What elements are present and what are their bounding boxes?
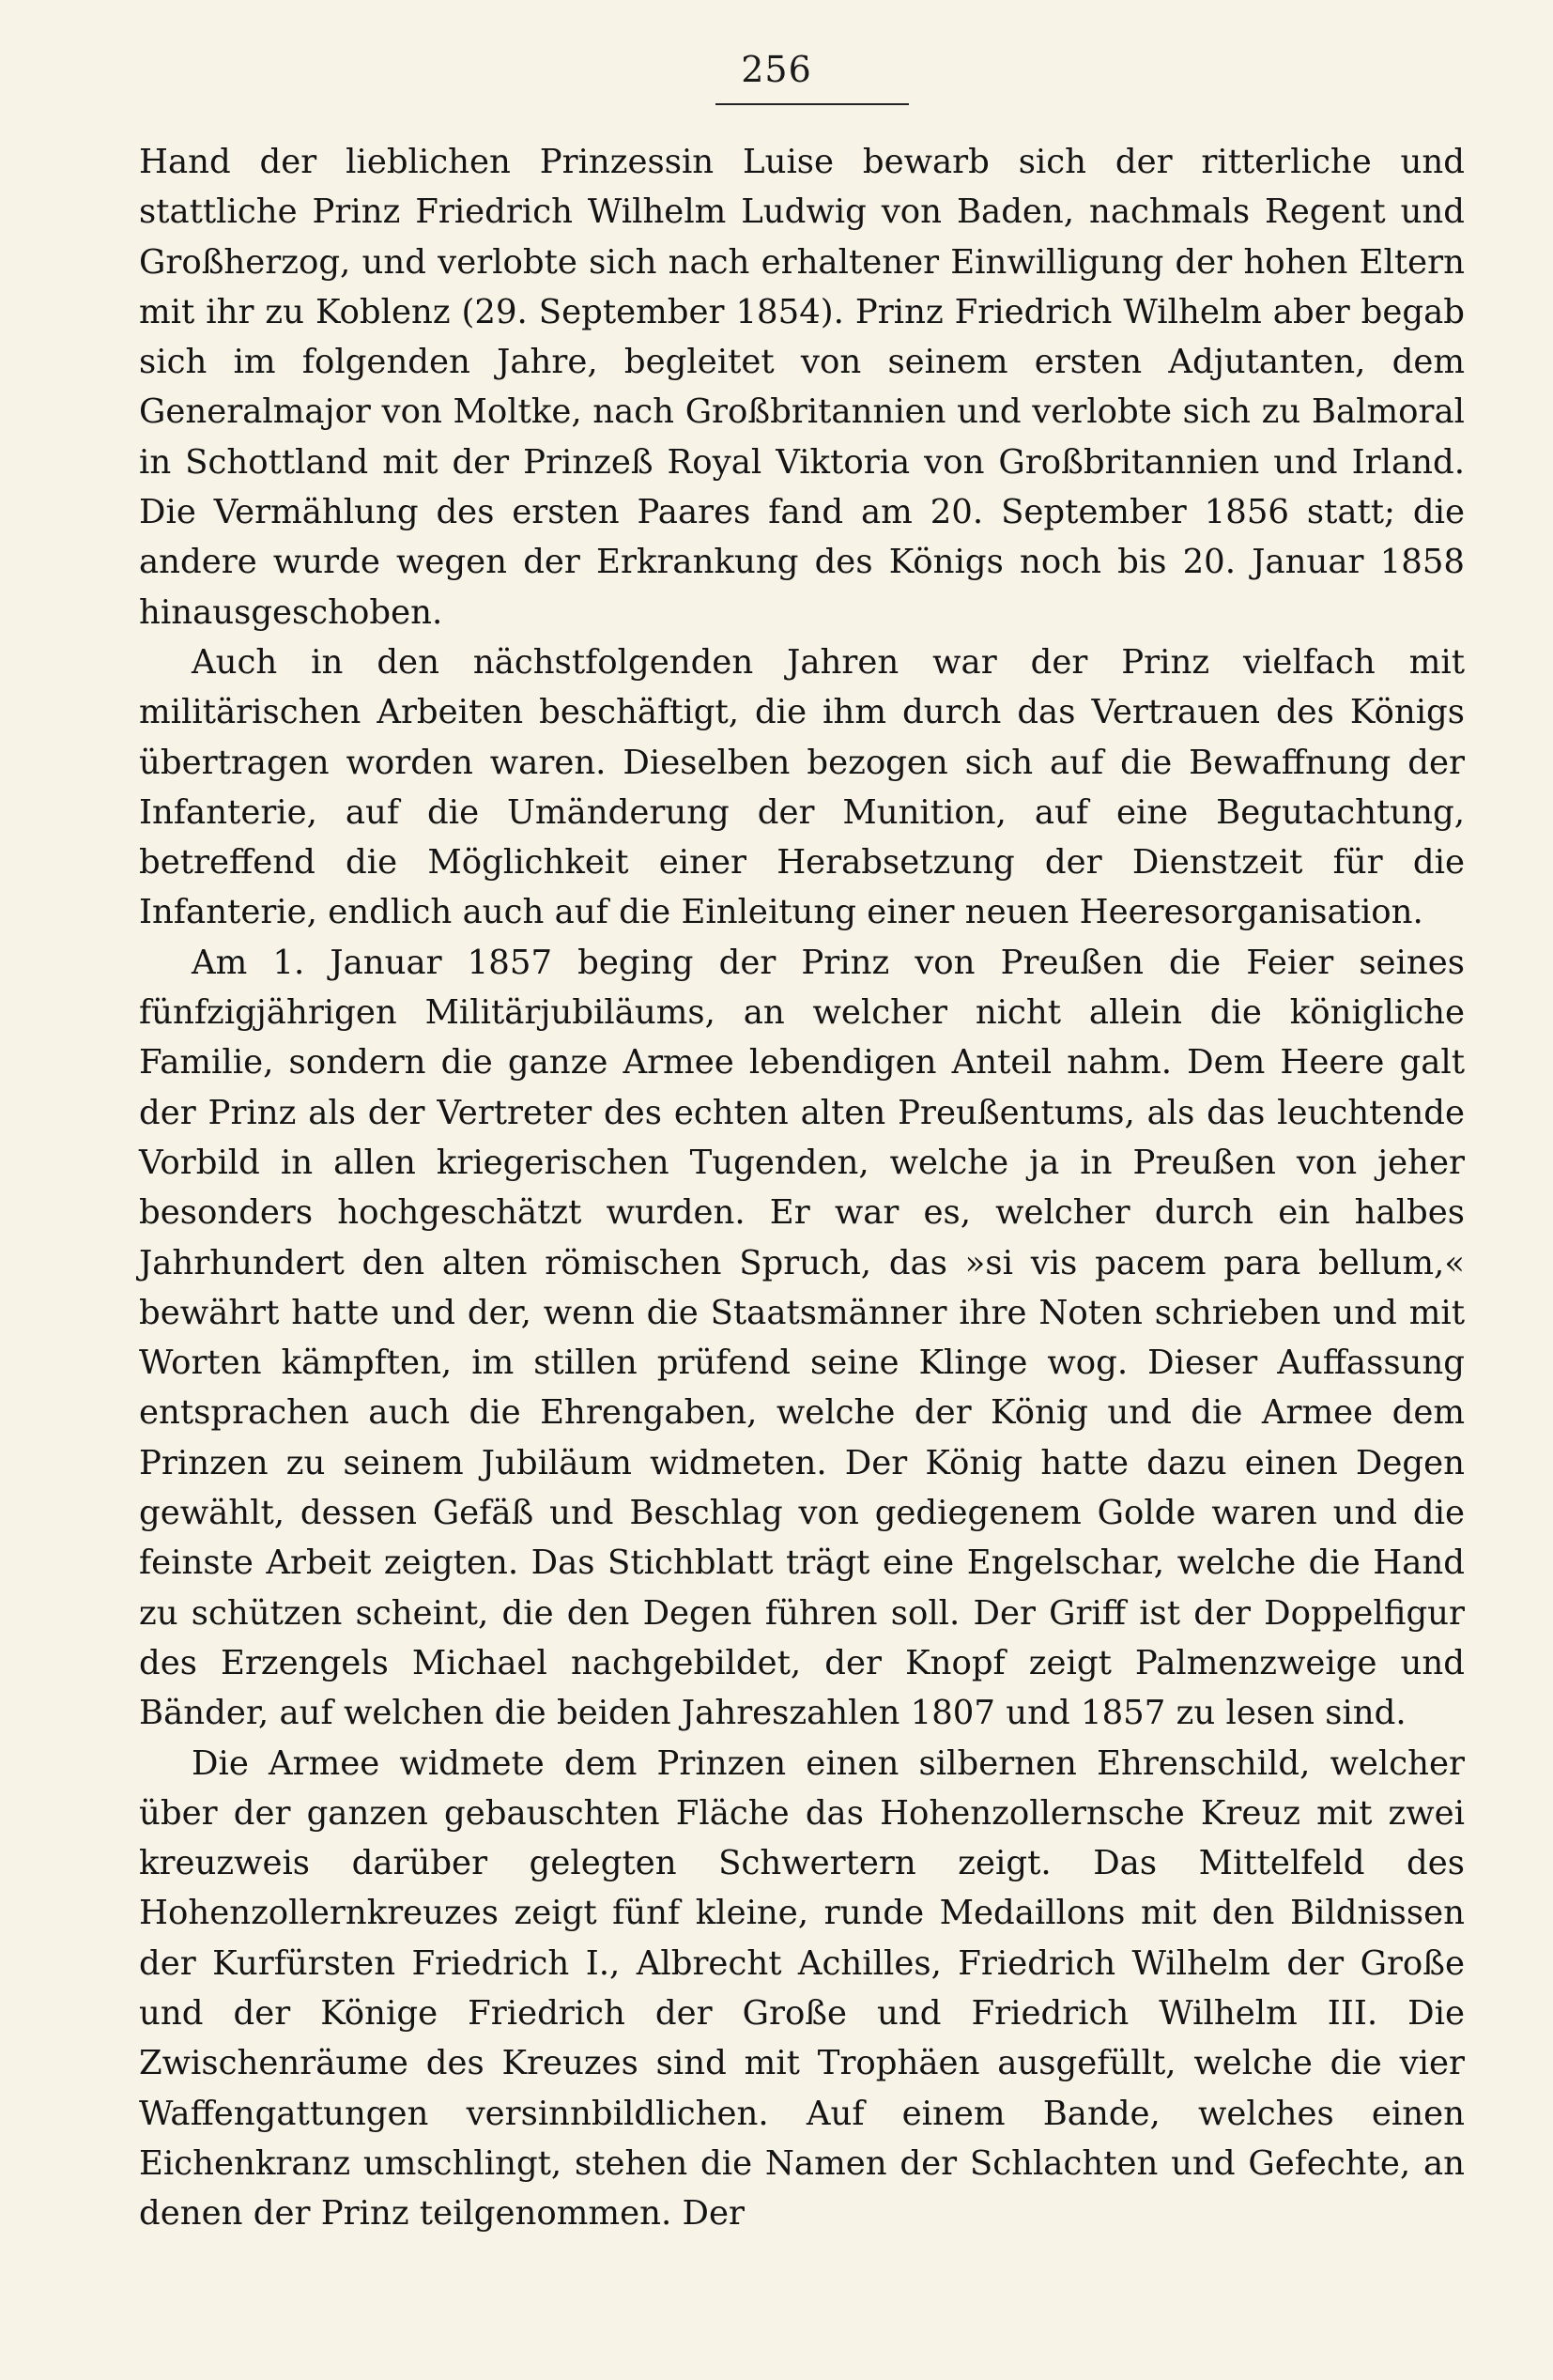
paragraph-3: Am 1. Januar 1857 beging der Prinz von Preußen die Feier seines fünfzigjährigen Militärjubiläums, an welcher nicht allein die königliche Familie, sondern die ganze Armee lebendigen Anteil nahm. Dem Heere galt der Prinz als der Vertreter des echten alten Preußentums, als das leuchtende Vorbild in allen kriegerischen Tugenden, welche ja in Preußen von jeher besonders hochgeschätzt wurden. Er war es, welcher durch ein halbes Jahrhundert den alten römischen Spruch, das »si vis pacem para bellum,« bewährt hatte und der, wenn die Staatsmänner ihre Noten schrieben und mit Worten kämpften, im stillen prüfend seine Klinge wog. Dieser Auffassung entsprachen auch die Ehrengaben, welche der König und die Armee dem Prinzen zu seinem Jubiläum widmeten. Der König hatte dazu einen Degen gewählt, dessen Gefäß und Beschlag von gediegenem Golde waren und die feinste Arbeit zeigten. Das Stichblatt trägt eine Engelschar, welche die Hand zu schützen scheint, die den Degen führen soll. Der Griff ist der Doppelfigur des Erzengels Michael nachgebildet, der Knopf zeigt Palmenzweige und Bänder, auf welchen die beiden Jahreszahlen 1807 und 1857 zu lesen sind. (139, 943, 1465, 1733)
paragraph-4: Die Armee widmete dem Prinzen einen silbernen Ehrenschild, welcher über der ganzen gebauschten Fläche das Hohenzollernsche Kreuz mit zwei kreuzweis darüber gelegten Schwertern zeigt. Das Mittelfeld des Hohenzollernkreuzes zeigt fünf kleine, runde Medaillons mit den Bildnissen der Kurfürsten Friedrich I., Albrecht Achilles, Friedrich Wilhelm der Große und der Könige Friedrich der Große und Friedrich Wilhelm III. Die Zwischenräume des Kreuzes sind mit Trophäen ausgefüllt, welche die vier Waffengattungen versinnbildlichen. Auf einem Bande, welches einen Eichenkranz umschlingt, stehen die Namen der Schlachten und Gefechte, an denen der Prinz teilgenommen. Der (139, 1743, 1465, 2234)
page-number: 256 (741, 49, 812, 90)
body-text (139, 137, 1465, 2238)
paragraph-1: Hand der lieblichen Prinzessin Luise bewarb sich der ritterliche und stattliche Prinz Friedrich Wilhelm Ludwig von Baden, nachmals Regent und Großherzog, und verlobte sich nach erhaltener Einwilligung der hohen Eltern mit ihr zu Koblenz (29. September 1854). Prinz Friedrich Wilhelm aber begab sich im folgenden Jahre, begleitet von seinem ersten Adjutanten, dem Generalmajor von Moltke, nach Großbritannien und verlobte sich zu Balmoral in Schottland mit der Prinzeß Royal Viktoria von Großbritannien und Irland. Die Vermählung des ersten Paares fand am 20. September 1856 statt; die andere wurde wegen der Erkrankung des Königs noch bis 20. Januar 1858 hinausgeschoben. (139, 143, 1465, 632)
paragraph-2: Auch in den nächstfolgenden Jahren war der Prinz vielfach mit militärischen Arbeiten beschäftigt, die ihm durch das Vertrauen des Königs übertragen worden waren. Dieselben bezogen sich auf die Bewaffnung der Infanterie, auf die Umänderung der Munition, auf eine Begutachtung, betreffend die Möglichkeit einer Herabsetzung der Dienstzeit für die Infanterie, endlich auch auf die Einleitung einer neuen Heeresorganisation. (139, 642, 1465, 932)
header-rule (715, 103, 909, 105)
